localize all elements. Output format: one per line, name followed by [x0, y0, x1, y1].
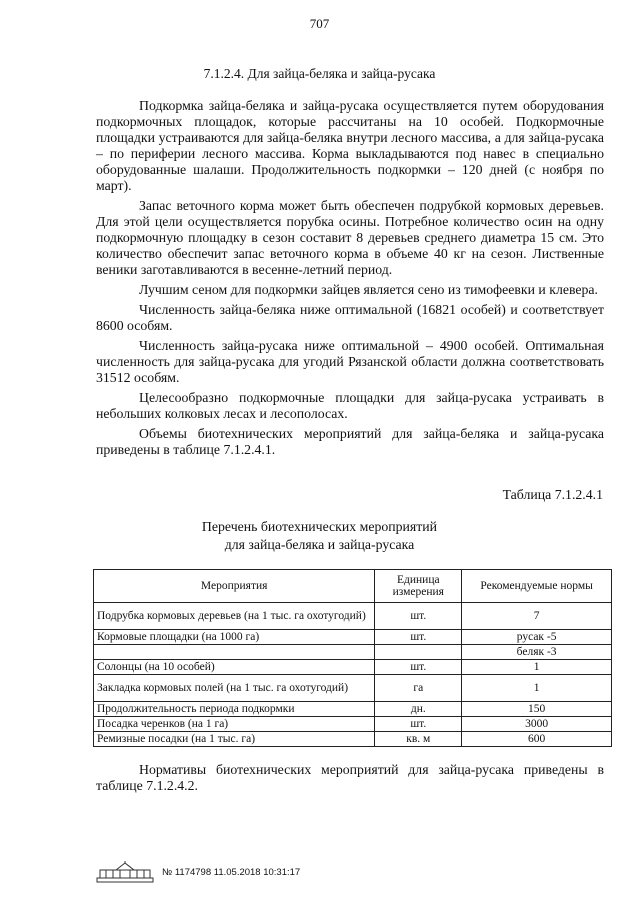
- table-cell: шт.: [375, 603, 462, 630]
- table-row: [94, 645, 612, 660]
- section-title: 7.1.2.4. Для зайца-беляка и зайца-русака: [203, 66, 436, 81]
- table-cell: 3000: [462, 717, 612, 732]
- paragraph: Запас веточного корма может быть обеспечен подрубкой кормовых деревьев. Для этой цели осуществляется порубка осины. Потребное количество осин на одну подкормочную площадку в сезон составит 8 деревьев среднего диаметра 15 см. Это количество обеспечит запас веточного корма в объеме 40 кг на сезон. Лиственные веники заготавливаются в весенне-летний период.: [96, 198, 604, 277]
- table-header: Рекомендуемые нормы: [462, 570, 612, 603]
- table-cell: кв. м: [375, 732, 462, 747]
- table-header-row: [94, 570, 612, 603]
- table-cell: дн.: [375, 702, 462, 717]
- page-number: 707: [309, 16, 330, 31]
- government-building-icon: [96, 861, 154, 883]
- table-cell: беляк -3: [462, 645, 612, 660]
- table-row: [94, 732, 612, 747]
- table-cell: Закладка кормовых полей (на 1 тыс. га охотугодий): [94, 675, 375, 702]
- table-cell: 7: [462, 603, 612, 630]
- table-row: [94, 675, 612, 702]
- paragraph: Численность зайца-беляка ниже оптимальной (16821 особей) и соответствует 8600 особям.: [96, 302, 604, 333]
- paragraph: Объемы биотехнических мероприятий для зайца-беляка и зайца-русака приведены в таблице 7.1.2.4.1.: [96, 426, 604, 457]
- paragraph: Лучшим сеном для подкормки зайцев является сено из тимофеевки и клевера.: [139, 282, 598, 297]
- table-cell: Кормовые площадки (на 1000 га): [94, 630, 375, 645]
- table-cell: 600: [462, 732, 612, 747]
- table-caption: Таблица 7.1.2.4.1: [502, 487, 603, 502]
- table-header: Единица измерения: [375, 570, 462, 603]
- table-cell: Подрубка кормовых деревьев (на 1 тыс. га охотугодий): [94, 603, 375, 630]
- measures-table: [93, 569, 612, 747]
- table-row: [94, 702, 612, 717]
- paragraph: Подкормка зайца-беляка и зайца-русака осуществляется путем оборудования подкормочных площадок, которые рассчитаны на 10 особей. Подкормочные площадки устраиваются для зайца-беляка внутри лесного массива, а для зайца-русака – по периферии лесного массива. Корма выкладываются под навес в специально оборудованные шалаши. Продолжительность подкормки – 120 дней (с ноября по март).: [96, 98, 604, 193]
- table-cell: Ремизные посадки (на 1 тыс. га): [94, 732, 375, 747]
- table-cell: русак -5: [462, 630, 612, 645]
- after-table-text: [96, 762, 604, 794]
- table-cell: Посадка черенков (на 1 га): [94, 717, 375, 732]
- table-title: [0, 518, 639, 554]
- table-cell: Солонцы (на 10 особей): [94, 660, 375, 675]
- table-cell: шт.: [375, 660, 462, 675]
- table-row: [94, 660, 612, 675]
- paragraph: Целесообразно подкормочные площадки для зайца-русака устраивать в небольших колковых лесах и лесополосах.: [96, 390, 604, 421]
- table-cell: 150: [462, 702, 612, 717]
- table-header: Мероприятия: [94, 570, 375, 603]
- table-title-line: Перечень биотехнических мероприятий: [201, 519, 438, 534]
- table-cell: шт.: [375, 630, 462, 645]
- paragraph: Численность зайца-русака ниже оптимальной – 4900 особей. Оптимальная численность для зайца-русака для угодий Рязанской области должна соответствовать 31512 особям.: [96, 338, 604, 385]
- table-cell: шт.: [375, 717, 462, 732]
- table-row: [94, 717, 612, 732]
- table-cell: [375, 645, 462, 660]
- table-row: [94, 630, 612, 645]
- table-cell: Продолжительность периода подкормки: [94, 702, 375, 717]
- document-stamp: № 1174798 11.05.2018 10:31:17: [162, 867, 301, 878]
- table-cell: 1: [462, 660, 612, 675]
- table-cell: 1: [462, 675, 612, 702]
- body-text: [96, 98, 604, 462]
- table-row: [94, 603, 612, 630]
- table-title-line: для зайца-беляка и зайца-русака: [224, 537, 415, 552]
- table-cell: га: [375, 675, 462, 702]
- paragraph: Нормативы биотехнических мероприятий для зайца-русака приведены в таблице 7.1.2.4.2.: [96, 762, 604, 793]
- table-cell: [94, 645, 375, 660]
